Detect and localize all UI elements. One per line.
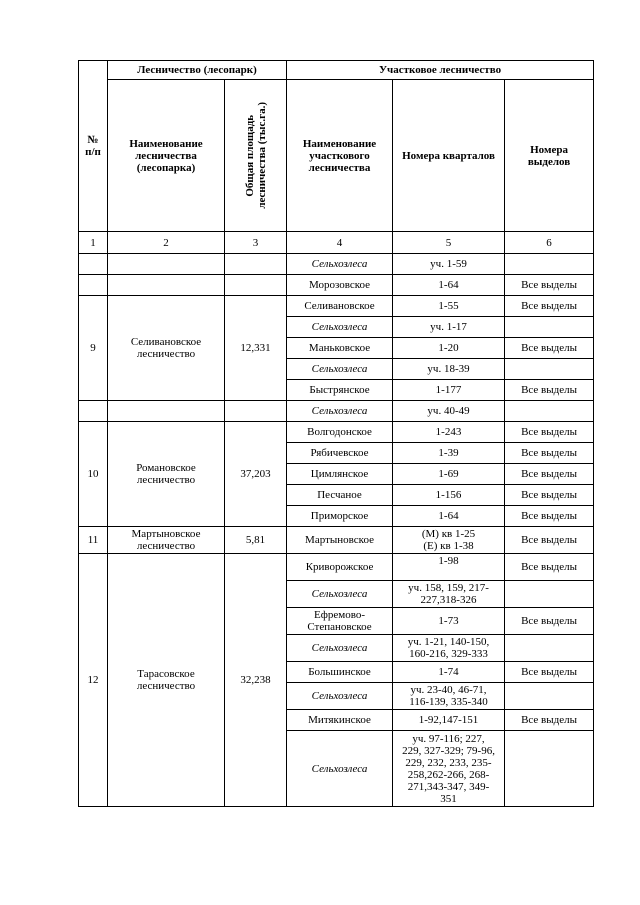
column-number: 6	[505, 232, 594, 254]
district-name: Сельхозлеса	[287, 317, 393, 338]
header-forestry-name: Наименование лесничества (лесопарка)	[108, 80, 225, 232]
forestry-name: Селивановское лесничество	[108, 296, 225, 401]
header-total-area	[225, 80, 287, 232]
column-number: 3	[225, 232, 287, 254]
forestry-name: Романовское лесничество	[108, 422, 225, 527]
quarters-cell: уч. 1-59	[393, 254, 505, 275]
district-name: Сельхозлеса	[287, 731, 393, 807]
plots-cell	[505, 683, 594, 710]
plots-cell: Все выделы	[505, 485, 594, 506]
column-number: 2	[108, 232, 225, 254]
district-name: Сельхозлеса	[287, 635, 393, 662]
header-forestry-group: Лесничество (лесопарк)	[108, 61, 287, 80]
row-number: 12	[79, 554, 108, 807]
quarters-cell: (М) кв 1-25 (Е) кв 1-38	[393, 527, 505, 554]
column-number: 1	[79, 232, 108, 254]
district-name: Быстрянское	[287, 380, 393, 401]
district-name: Морозовское	[287, 275, 393, 296]
table-row	[79, 401, 594, 422]
plots-cell	[505, 359, 594, 380]
quarters-cell: уч. 158, 159, 217- 227,318-326	[393, 581, 505, 608]
district-name: Ефремово- Степановское	[287, 608, 393, 635]
plots-cell	[505, 581, 594, 608]
plots-cell	[505, 635, 594, 662]
forestry-area: 32,238	[225, 554, 287, 807]
quarters-cell: 1-92,147-151	[393, 710, 505, 731]
plots-cell	[505, 401, 594, 422]
quarters-cell: 1-39	[393, 443, 505, 464]
plots-cell: Все выделы	[505, 506, 594, 527]
quarters-cell: уч. 18-39	[393, 359, 505, 380]
forestry-name: Тарасовское лесничество	[108, 554, 225, 807]
quarters-cell: 1-64	[393, 506, 505, 527]
plots-cell: Все выделы	[505, 710, 594, 731]
district-name: Сельхозлеса	[287, 581, 393, 608]
header-quarters: Номера кварталов	[393, 80, 505, 232]
plots-cell: Все выделы	[505, 296, 594, 317]
row-number: 11	[79, 527, 108, 554]
forestry-name: Мартыновское лесничество	[108, 527, 225, 554]
plots-cell: Все выделы	[505, 443, 594, 464]
header-district-group: Участковое лесничество	[287, 61, 594, 80]
quarters-cell: 1-64	[393, 275, 505, 296]
forestry-area: 12,331	[225, 296, 287, 401]
quarters-cell: 1-98	[393, 554, 505, 581]
district-name: Мартыновское	[287, 527, 393, 554]
plots-cell	[505, 731, 594, 807]
plots-cell: Все выделы	[505, 275, 594, 296]
quarters-cell: уч. 23-40, 46-71, 116-139, 335-340	[393, 683, 505, 710]
plots-cell: Все выделы	[505, 338, 594, 359]
table-row	[79, 527, 594, 554]
forestry-area: 5,81	[225, 527, 287, 554]
district-name: Волгодонское	[287, 422, 393, 443]
quarters-cell: 1-74	[393, 662, 505, 683]
district-name: Цимлянское	[287, 464, 393, 485]
quarters-cell: уч. 1-17	[393, 317, 505, 338]
quarters-cell: 1-69	[393, 464, 505, 485]
header-num: № п/п	[79, 61, 108, 232]
district-name: Приморское	[287, 506, 393, 527]
plots-cell	[505, 317, 594, 338]
column-number: 5	[393, 232, 505, 254]
quarters-cell: 1-20	[393, 338, 505, 359]
table-row	[79, 254, 594, 275]
header-total-area-text: Общая площадь лесничества (тыс.га.)	[243, 102, 268, 209]
quarters-cell: 1-156	[393, 485, 505, 506]
district-name: Митякинское	[287, 710, 393, 731]
forestry-table	[78, 60, 594, 807]
header-district-name: Наименование участкового лесничества	[287, 80, 393, 232]
plots-cell: Все выделы	[505, 422, 594, 443]
plots-cell: Все выделы	[505, 380, 594, 401]
plots-cell: Все выделы	[505, 662, 594, 683]
table-row	[79, 554, 594, 581]
district-name: Большинское	[287, 662, 393, 683]
district-name: Селивановское	[287, 296, 393, 317]
table-row	[79, 422, 594, 443]
district-name: Маньковское	[287, 338, 393, 359]
row-number: 10	[79, 422, 108, 527]
plots-cell: Все выделы	[505, 527, 594, 554]
district-name: Сельхозлеса	[287, 359, 393, 380]
district-name: Сельхозлеса	[287, 683, 393, 710]
district-name: Рябичевское	[287, 443, 393, 464]
row-number: 9	[79, 296, 108, 401]
forestry-area: 37,203	[225, 422, 287, 527]
quarters-cell: уч. 1-21, 140-150, 160-216, 329-333	[393, 635, 505, 662]
quarters-cell: 1-55	[393, 296, 505, 317]
district-name: Криворожское	[287, 554, 393, 581]
table-row	[79, 275, 594, 296]
quarters-cell: 1-73	[393, 608, 505, 635]
column-number: 4	[287, 232, 393, 254]
header-plots: Номера выделов	[505, 80, 594, 232]
table-row	[79, 296, 594, 317]
district-name: Песчаное	[287, 485, 393, 506]
quarters-cell: 1-243	[393, 422, 505, 443]
plots-cell	[505, 254, 594, 275]
district-name: Сельхозлеса	[287, 254, 393, 275]
plots-cell: Все выделы	[505, 608, 594, 635]
quarters-cell: уч. 97-116; 227, 229, 327-329; 79-96, 229, 232, 233, 235- 258,262-266, 268- 271,343-347, 349- 351	[393, 731, 505, 807]
plots-cell: Все выделы	[505, 464, 594, 485]
district-name: Сельхозлеса	[287, 401, 393, 422]
quarters-cell: 1-177	[393, 380, 505, 401]
plots-cell: Все выделы	[505, 554, 594, 581]
quarters-cell: уч. 40-49	[393, 401, 505, 422]
